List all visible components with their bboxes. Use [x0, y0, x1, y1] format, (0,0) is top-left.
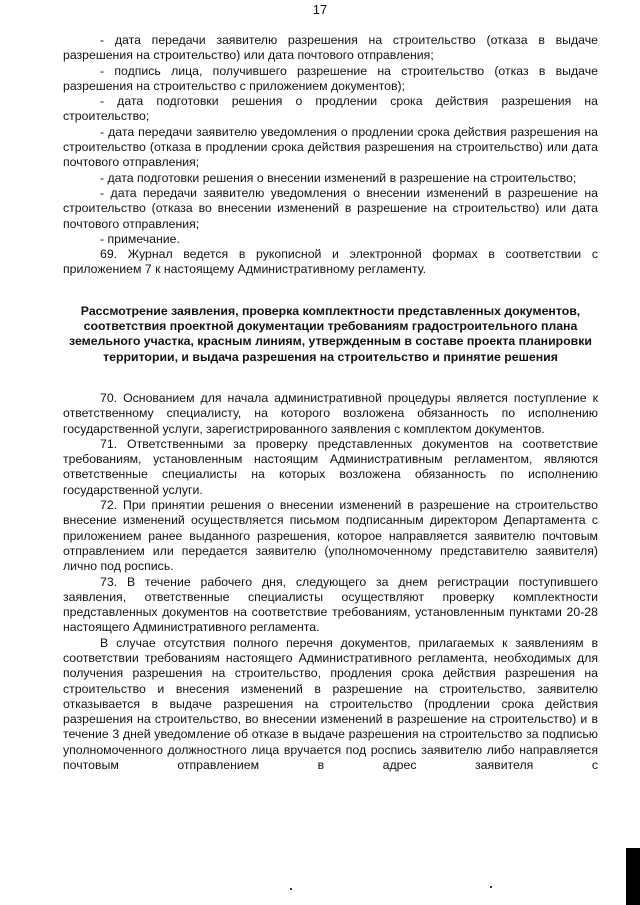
- list-item: - дата подготовки решения о внесении изменений в разрешение на строительство;: [100, 170, 577, 185]
- list-item: - подпись лица, получившего разрешение на строительство (отказ в выдаче разрешения на строительство с приложением документов);: [63, 63, 598, 93]
- paragraph-71: 71. Ответственными за проверку представленных документов на соответствие требованиям, установленным настоящим Административным регламентом, являются ответственные специалисты на которых возложена обязанность по исполнению государственной услуги.: [63, 436, 598, 497]
- paragraph-73: 73. В течение рабочего дня, следующего за днем регистрации поступившего заявления, ответственные специалисты осуществляют проверку комплектности представленных документов на соответствие требованиям, установленным пунктами 20-28 настоящего Административного регламента.: [63, 574, 598, 635]
- list-item: - примечание.: [100, 231, 180, 246]
- section-heading: Рассмотрение заявления, проверка комплектности представленных документов, соответствия проектной документации требованиям градостроительного плана земельного участка, красным линиям, утвержденным в составе проекта планировки территории, и выдача разрешения на строительство и принятие решения: [69, 303, 592, 364]
- paragraph-70: 70. Основанием для начала административной процедуры является поступление к ответственному специалисту, на которого возложена обязанность по исполнению государственной услуги, зарегистрированного заявления с комплектом документов.: [63, 390, 598, 436]
- page-number: 17: [312, 2, 328, 17]
- list-item: - дата передачи заявителю уведомления о продлении срока действия разрешения на строительство (отказа в продлении срока действия разрешения на строительство) или дата почтового отправления;: [63, 124, 598, 170]
- list-item: - дата подготовки решения о продлении срока действия разрешения на строительство;: [63, 94, 598, 124]
- list-item: - дата передачи заявителю разрешения на строительство (отказа в выдаче разрешения на строительство) или дата почтового отправления;: [63, 33, 598, 63]
- paragraph-refusal: В случае отсутствия полного перечня документов, прилагаемых к заявлениям в соответствии требованиям настоящего Административного регламента, необходимых для получения разрешения на строительство, продления срока действия разрешения на строительство и внесения изменений в разрешение на строительство, заявителю отказывается в выдаче разрешения на строительство (продлении срока действия разрешения на строительство, во внесении изменений в разрешение на строительство) и в течение 3 дней уведомление об отказе в выдаче разрешения на строительство за подписью уполномоченного должностного лица вручается под роспись заявителю либо направляется почтовым отправлением в адрес заявителя с: [63, 635, 598, 773]
- scan-edge-shadow: [626, 848, 640, 905]
- paragraph-72: 72. При принятии решения о внесении изменений в разрешение на строительство внесение изменений осуществляется письмом подписанным директором Департамента с приложением ранее выданного разрешения, которое направляется заявителю почтовым отправлением или передается заявителю (уполномоченному представителю заявителя) лично под роспись.: [63, 498, 598, 574]
- document-body: [63, 33, 598, 773]
- list-item: - дата передачи заявителю уведомления о внесении изменений в разрешение на строительство (отказа во внесении изменений в разрешение на строительство) или дата почтового отправления;: [63, 185, 598, 231]
- scan-speck: [490, 886, 492, 888]
- paragraph-69: 69. Журнал ведется в рукописной и электронной формах в соответствии с приложением 7 к настоящему Административному регламенту.: [63, 247, 598, 277]
- scan-speck: [290, 888, 292, 890]
